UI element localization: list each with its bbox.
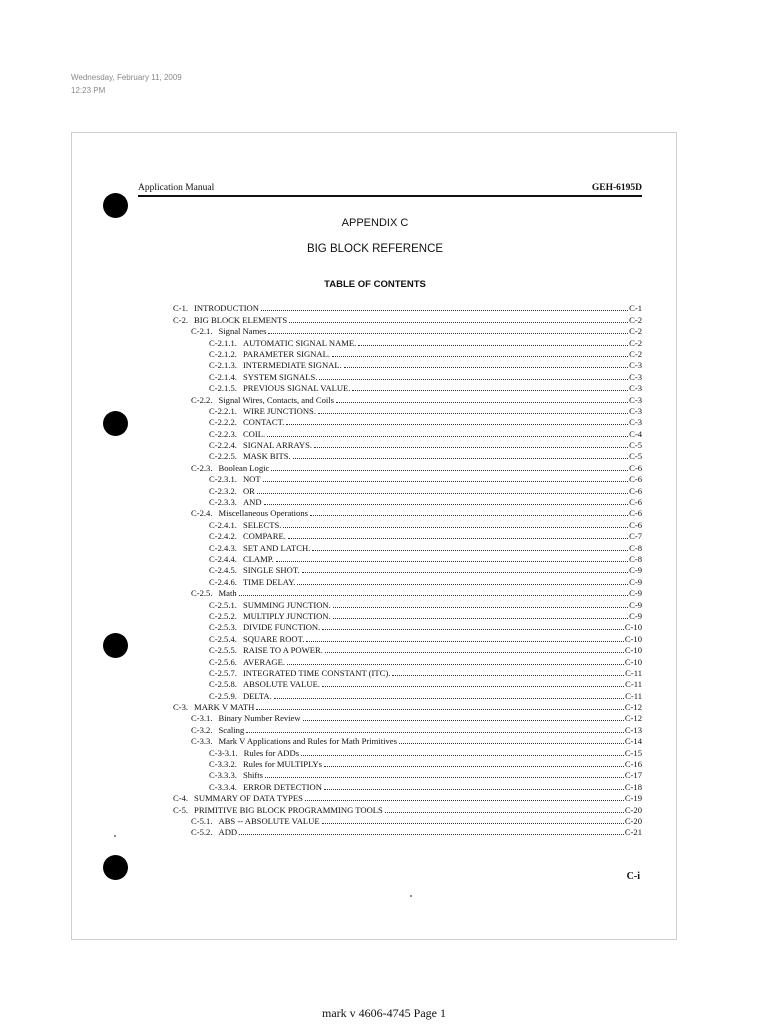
- toc-entry-number: C-3.3.4.: [209, 781, 237, 792]
- note-time: 12:23 PM: [71, 86, 106, 95]
- toc-entry-page: C-2: [629, 314, 642, 325]
- toc-entry: [173, 541, 642, 552]
- toc-entry-number: C-2.5.6.: [209, 656, 237, 667]
- toc-entry-number: C-2.1.5.: [209, 383, 237, 394]
- toc-entry-number: C-2.2.3.: [209, 428, 237, 439]
- toc-entry-number: C-2.5.7.: [209, 667, 237, 678]
- toc-entry: [173, 439, 642, 450]
- toc-entry-title: ABS -- ABSOLUTE VALUE: [218, 815, 320, 826]
- toc-entry-number: C-2.2.5.: [209, 451, 237, 462]
- toc-entry-number: C-2.4.5.: [209, 565, 237, 576]
- appendix-subtitle: BIG BLOCK REFERENCE: [306, 243, 444, 255]
- toc-leader-dots: [318, 413, 628, 414]
- toc-entry-page: C-1: [629, 303, 642, 314]
- toc-entry-number: C-2.3.1.: [209, 474, 237, 485]
- document-number: GEH-6195D: [591, 183, 642, 193]
- toc-entry-title: CLAMP.: [242, 553, 274, 564]
- toc-entry-title: Boolean Logic: [218, 462, 270, 473]
- toc-leader-dots: [257, 493, 628, 494]
- toc-entry-number: C-2.4.: [191, 508, 213, 519]
- toc-entry: [173, 393, 642, 404]
- toc-entry-page: C-8: [629, 553, 642, 564]
- toc-entry-number: C-2.: [173, 314, 189, 325]
- toc-entry: [173, 325, 642, 336]
- toc-leader-dots: [246, 732, 624, 733]
- punch-hole-icon: [103, 193, 128, 218]
- toc-leader-dots: [263, 481, 629, 482]
- toc-entry-page: C-20: [624, 804, 642, 815]
- toc-entry-number: C-2.1.1.: [209, 337, 237, 348]
- toc-entry: [173, 575, 642, 586]
- toc-leader-dots: [283, 527, 628, 528]
- page-folio: C-i: [626, 871, 640, 882]
- toc-entry-number: C-4.: [173, 793, 189, 804]
- toc-entry: [173, 507, 642, 518]
- toc-leader-dots: [322, 629, 624, 630]
- toc-leader-dots: [392, 675, 624, 676]
- toc-entry-page: C-3: [629, 371, 642, 382]
- toc-leader-dots: [297, 584, 628, 585]
- toc-entry-title: OR: [242, 485, 255, 496]
- toc-entry-page: C-6: [629, 462, 642, 473]
- toc-entry-page: C-6: [629, 497, 642, 508]
- toc-entry: [173, 484, 642, 495]
- toc-entry-title: TIME DELAY.: [242, 576, 296, 587]
- toc-entry-number: C-3.3.3.: [209, 770, 237, 781]
- toc-entry-number: C-2.1.4.: [209, 371, 237, 382]
- toc-entry: [173, 712, 642, 723]
- toc-entry-page: C-11: [625, 667, 642, 678]
- toc-entry-number: C-3.: [173, 702, 189, 713]
- toc-entry: [173, 587, 642, 598]
- table-of-contents: [173, 302, 642, 837]
- toc-entry-number: C-2.2.2.: [209, 417, 237, 428]
- toc-entry-page: C-6: [629, 474, 642, 485]
- toc-leader-dots: [301, 755, 624, 756]
- toc-entry: [173, 564, 642, 575]
- toc-entry: [173, 313, 642, 324]
- toc-entry-page: C-18: [624, 781, 642, 792]
- toc-entry-page: C-12: [624, 702, 642, 713]
- toc-entry-page: C-13: [624, 724, 642, 735]
- toc-entry: [173, 792, 642, 803]
- note-date: Wednesday, February 11, 2009: [71, 73, 182, 82]
- note-header: [71, 71, 182, 97]
- toc-entry-page: C-17: [624, 770, 642, 781]
- toc-entry-page: C-14: [624, 736, 642, 747]
- toc-entry-number: C-2.4.4.: [209, 553, 237, 564]
- toc-entry-page: C-21: [624, 827, 642, 838]
- toc-entry: [173, 769, 642, 780]
- toc-entry: [173, 382, 642, 393]
- toc-entry-title: DIVIDE FUNCTION.: [242, 622, 321, 633]
- toc-entry-title: INTERMEDIATE SIGNAL.: [242, 360, 342, 371]
- toc-entry-number: C-2.5.5.: [209, 645, 237, 656]
- appendix-title: APPENDIX C: [341, 217, 409, 229]
- toc-leader-dots: [289, 322, 628, 323]
- toc-entry: [173, 530, 642, 541]
- toc-entry-title: Rules for ADDs: [243, 747, 300, 758]
- toc-entry-page: C-3: [629, 360, 642, 371]
- toc-entry-number: C-2.4.6.: [209, 576, 237, 587]
- toc-entry: [173, 644, 642, 655]
- toc-entry-page: C-2: [629, 326, 642, 337]
- toc-entry-title: SET AND LATCH.: [242, 542, 311, 553]
- toc-entry-page: C-9: [629, 565, 642, 576]
- toc-entry-page: C-4: [629, 428, 642, 439]
- toc-entry-number: C-2.1.3.: [209, 360, 237, 371]
- toc-entry: [173, 689, 642, 700]
- toc-entry-number: C-2.2.4.: [209, 440, 237, 451]
- punch-hole-icon: [103, 855, 128, 880]
- toc-entry: [173, 553, 642, 564]
- toc-entry: [173, 803, 642, 814]
- toc-leader-dots: [274, 698, 624, 699]
- toc-leader-dots: [239, 834, 624, 835]
- toc-entry-number: C-3.1.: [191, 713, 213, 724]
- toc-leader-dots: [302, 572, 629, 573]
- toc-leader-dots: [287, 664, 624, 665]
- toc-entry-title: CONTACT.: [242, 417, 285, 428]
- toc-entry-title: MULTIPLY JUNCTION.: [242, 610, 331, 621]
- toc-entry-page: C-11: [625, 690, 642, 701]
- toc-entry-title: ABSOLUTE VALUE.: [242, 679, 320, 690]
- toc-leader-dots: [267, 436, 628, 437]
- toc-entry: [173, 826, 642, 837]
- toc-entry-number: C-2.4.2.: [209, 531, 237, 542]
- toc-leader-dots: [358, 345, 628, 346]
- toc-entry-page: C-10: [624, 622, 642, 633]
- toc-entry-number: C-2.5.3.: [209, 622, 237, 633]
- toc-entry: [173, 370, 642, 381]
- toc-entry-page: C-12: [624, 713, 642, 724]
- toc-entry-title: Shifts: [242, 770, 263, 781]
- toc-entry-number: C-2.5.: [191, 588, 213, 599]
- toc-entry-title: Signal Wires, Contacts, and Coils: [218, 394, 334, 405]
- toc-leader-dots: [286, 424, 628, 425]
- toc-entry-page: C-2: [629, 337, 642, 348]
- toc-entry: [173, 496, 642, 507]
- toc-entry-title: BIG BLOCK ELEMENTS: [194, 314, 288, 325]
- toc-entry: [173, 723, 642, 734]
- punch-hole-icon: [103, 411, 128, 436]
- toc-entry-title: INTEGRATED TIME CONSTANT (ITC).: [242, 667, 391, 678]
- toc-entry-number: C-2.2.: [191, 394, 213, 405]
- toc-entry-page: C-10: [624, 656, 642, 667]
- toc-leader-dots: [276, 561, 628, 562]
- scanned-page: [71, 132, 677, 940]
- toc-entry-page: C-3: [629, 383, 642, 394]
- running-head: [138, 183, 642, 197]
- toc-leader-dots: [305, 800, 624, 801]
- toc-entry: [173, 359, 642, 370]
- toc-leader-dots: [303, 720, 624, 721]
- toc-entry: [173, 701, 642, 712]
- toc-entry-page: C-19: [624, 793, 642, 804]
- punch-hole-icon: [103, 633, 128, 658]
- toc-leader-dots: [288, 538, 628, 539]
- toc-entry-page: C-16: [624, 759, 642, 770]
- toc-leader-dots: [314, 447, 628, 448]
- toc-heading: TABLE OF CONTENTS: [324, 279, 426, 290]
- toc-entry: [173, 518, 642, 529]
- toc-entry: [173, 678, 642, 689]
- toc-leader-dots: [336, 402, 628, 403]
- toc-entry-number: C-2.1.: [191, 326, 213, 337]
- toc-entry-title: DELTA.: [242, 690, 272, 701]
- toc-leader-dots: [352, 390, 628, 391]
- toc-entry-title: Signal Names: [218, 326, 267, 337]
- toc-entry-number: C-2.3.2.: [209, 485, 237, 496]
- toc-entry-page: C-6: [629, 508, 642, 519]
- toc-entry-page: C-6: [629, 519, 642, 530]
- toc-entry-page: C-15: [624, 747, 642, 758]
- scan-speck: [410, 895, 412, 897]
- toc-leader-dots: [271, 470, 628, 471]
- toc-leader-dots: [333, 607, 628, 608]
- toc-leader-dots: [385, 812, 624, 813]
- toc-entry-title: Scaling: [218, 724, 245, 735]
- toc-entry: [173, 473, 642, 484]
- toc-entry: [173, 405, 642, 416]
- toc-entry-number: C-3.3.2.: [209, 759, 237, 770]
- toc-entry: [173, 815, 642, 826]
- toc-entry-number: C-5.1.: [191, 815, 213, 826]
- toc-entry-title: SINGLE SHOT.: [242, 565, 300, 576]
- toc-entry: [173, 621, 642, 632]
- toc-entry-title: AND: [242, 497, 262, 508]
- toc-entry-page: C-8: [629, 542, 642, 553]
- toc-entry-number: C-2.5.2.: [209, 610, 237, 621]
- toc-entry: [173, 461, 642, 472]
- toc-entry: [173, 758, 642, 769]
- toc-leader-dots: [306, 641, 623, 642]
- toc-entry-title: AUTOMATIC SIGNAL NAME.: [242, 337, 357, 348]
- toc-entry-page: C-5: [629, 451, 642, 462]
- toc-leader-dots: [264, 504, 629, 505]
- toc-entry-page: C-9: [629, 588, 642, 599]
- toc-entry-page: C-10: [624, 645, 642, 656]
- toc-entry-title: INTRODUCTION: [194, 303, 259, 314]
- toc-entry-title: AVERAGE.: [242, 656, 286, 667]
- toc-entry-title: SYSTEM SIGNALS.: [242, 371, 318, 382]
- toc-entry-number: C-2.2.1.: [209, 405, 237, 416]
- toc-entry-number: C-3-3.1.: [209, 747, 238, 758]
- toc-entry-title: SQUARE ROOT.: [242, 633, 305, 644]
- toc-leader-dots: [265, 777, 624, 778]
- toc-leader-dots: [256, 709, 623, 710]
- toc-leader-dots: [324, 789, 624, 790]
- toc-entry-number: C-2.5.1.: [209, 599, 237, 610]
- toc-entry-number: C-2.4.1.: [209, 519, 237, 530]
- toc-leader-dots: [344, 367, 628, 368]
- toc-leader-dots: [268, 333, 628, 334]
- toc-entry-page: C-10: [624, 633, 642, 644]
- page-footer: mark v 4606-4745 Page 1: [322, 1006, 446, 1020]
- toc-entry-title: MARK V MATH: [194, 702, 255, 713]
- toc-entry-number: C-2.5.8.: [209, 679, 237, 690]
- toc-entry: [173, 746, 642, 757]
- toc-leader-dots: [324, 766, 624, 767]
- toc-entry-title: Rules for MULTIPLYs: [242, 759, 322, 770]
- toc-leader-dots: [332, 356, 628, 357]
- toc-leader-dots: [312, 550, 628, 551]
- toc-entry-number: C-5.2.: [191, 827, 213, 838]
- toc-entry-title: SUMMING JUNCTION.: [242, 599, 331, 610]
- toc-entry-page: C-3: [629, 394, 642, 405]
- toc-entry-title: Miscellaneous Operations: [218, 508, 308, 519]
- toc-entry-title: NOT: [242, 474, 261, 485]
- toc-leader-dots: [325, 652, 624, 653]
- toc-entry: [173, 450, 642, 461]
- toc-entry-number: C-3.3.: [191, 736, 213, 747]
- toc-entry-page: C-7: [629, 531, 642, 542]
- toc-entry: [173, 610, 642, 621]
- toc-entry-page: C-20: [624, 815, 642, 826]
- toc-entry-title: PREVIOUS SIGNAL VALUE.: [242, 383, 351, 394]
- toc-entry-number: C-1.: [173, 303, 189, 314]
- toc-leader-dots: [399, 743, 624, 744]
- toc-entry: [173, 348, 642, 359]
- toc-entry-number: C-2.5.4.: [209, 633, 237, 644]
- toc-leader-dots: [322, 686, 624, 687]
- manual-title: Application Manual: [138, 183, 215, 193]
- toc-entry: [173, 735, 642, 746]
- toc-entry: [173, 416, 642, 427]
- toc-entry-title: Mark V Applications and Rules for Math Primitives: [218, 736, 397, 747]
- toc-entry-number: C-2.1.2.: [209, 348, 237, 359]
- toc-entry-number: C-5.: [173, 804, 189, 815]
- toc-entry-title: PRIMITIVE BIG BLOCK PROGRAMMING TOOLS: [194, 804, 383, 815]
- toc-entry: [173, 336, 642, 347]
- toc-leader-dots: [333, 618, 628, 619]
- toc-leader-dots: [319, 379, 628, 380]
- toc-entry-number: C-2.3.: [191, 462, 213, 473]
- toc-leader-dots: [310, 515, 628, 516]
- toc-entry-title: WIRE JUNCTIONS.: [242, 405, 316, 416]
- toc-entry-page: C-6: [629, 485, 642, 496]
- toc-entry-title: COMPARE.: [242, 531, 286, 542]
- toc-entry-page: C-9: [629, 599, 642, 610]
- toc-entry-page: C-9: [629, 610, 642, 621]
- toc-leader-dots: [322, 823, 624, 824]
- toc-entry-number: C-2.5.9.: [209, 690, 237, 701]
- toc-entry: [173, 598, 642, 609]
- toc-entry-number: C-2.3.3.: [209, 497, 237, 508]
- toc-entry-page: C-11: [625, 679, 642, 690]
- toc-entry: [173, 427, 642, 438]
- toc-entry-title: COIL.: [242, 428, 266, 439]
- toc-entry-page: C-3: [629, 405, 642, 416]
- toc-entry: [173, 667, 642, 678]
- toc-entry-title: SUMMARY OF DATA TYPES: [194, 793, 303, 804]
- toc-leader-dots: [239, 595, 628, 596]
- toc-entry-title: PARAMETER SIGNAL.: [242, 348, 330, 359]
- toc-entry-title: ADD: [218, 827, 238, 838]
- toc-entry-title: Binary Number Review: [218, 713, 301, 724]
- toc-entry: [173, 632, 642, 643]
- toc-entry: [173, 655, 642, 666]
- toc-entry: [173, 780, 642, 791]
- toc-entry-title: SELECTS.: [242, 519, 282, 530]
- toc-entry-page: C-3: [629, 417, 642, 428]
- scan-speck: [114, 835, 116, 837]
- toc-entry-page: C-5: [629, 440, 642, 451]
- toc-entry-title: SIGNAL ARRAYS.: [242, 440, 313, 451]
- toc-entry: [173, 302, 642, 313]
- toc-entry-page: C-2: [629, 348, 642, 359]
- toc-entry-title: MASK BITS.: [242, 451, 291, 462]
- toc-entry-number: C-3.2.: [191, 724, 213, 735]
- toc-leader-dots: [261, 310, 628, 311]
- toc-entry-title: Math: [218, 588, 237, 599]
- toc-leader-dots: [293, 458, 628, 459]
- toc-entry-title: RAISE TO A POWER.: [242, 645, 323, 656]
- toc-entry-number: C-2.4.3.: [209, 542, 237, 553]
- toc-entry-page: C-9: [629, 576, 642, 587]
- toc-entry-title: ERROR DETECTION: [242, 781, 322, 792]
